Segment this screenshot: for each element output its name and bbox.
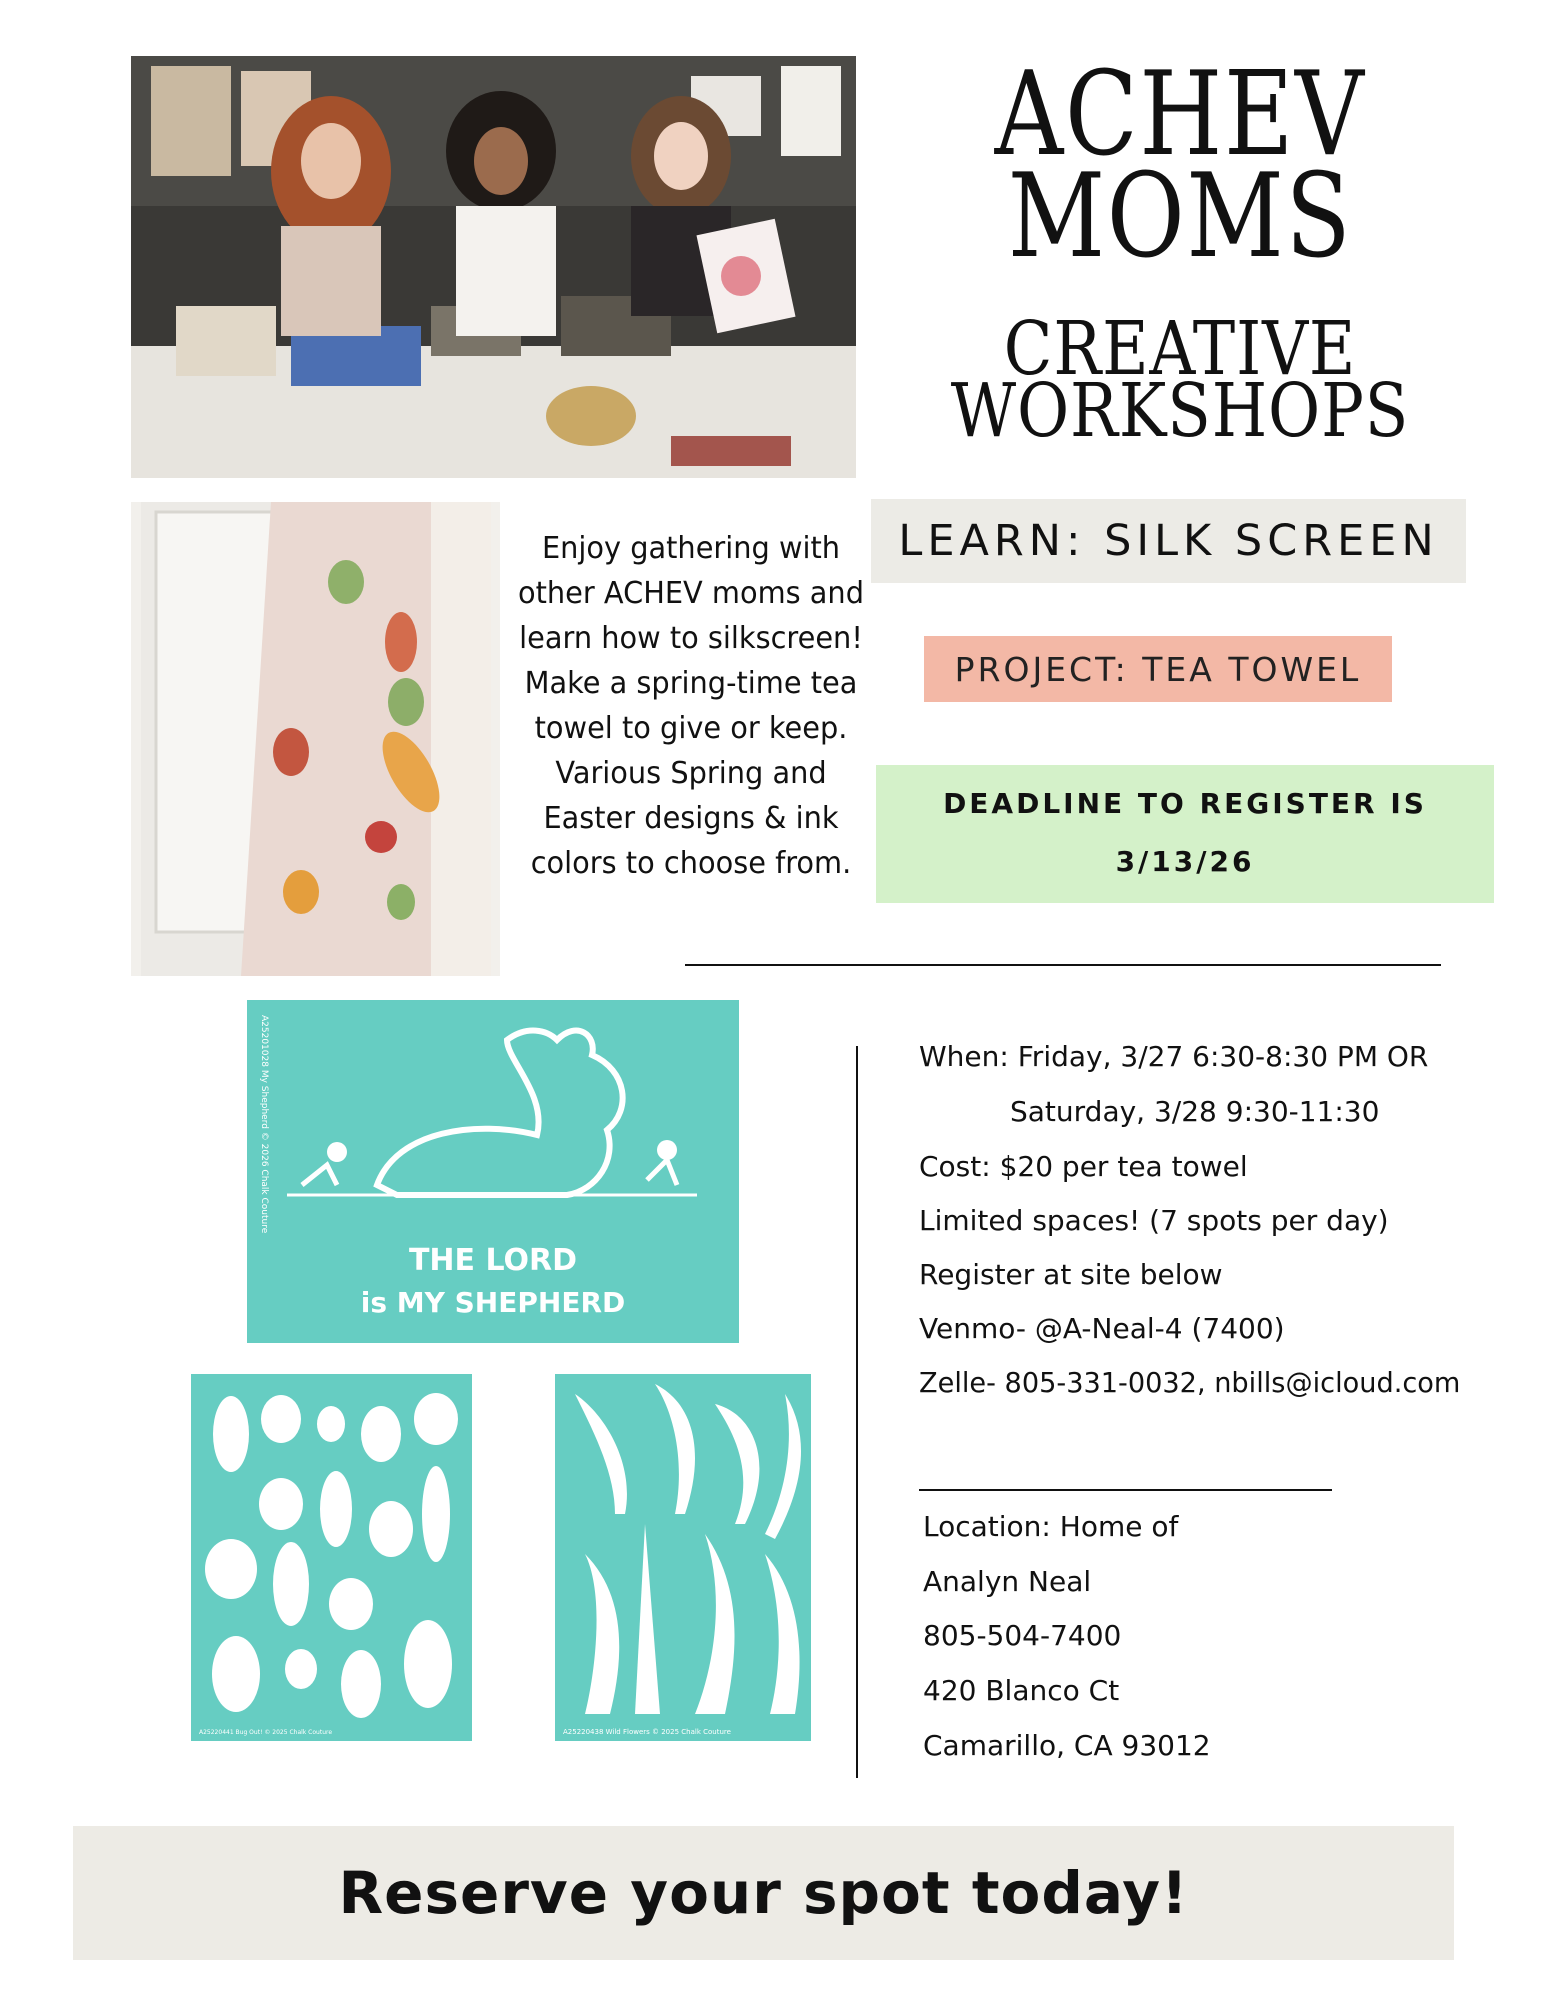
divider-location [919, 1489, 1332, 1491]
project-label-box [924, 636, 1392, 702]
lamb-stencil [247, 1000, 739, 1343]
when-text: When: Friday, 3/27 6:30-8:30 PM OR [919, 1040, 1429, 1073]
divider-top [685, 964, 1441, 966]
stencil-text-2: is MY SHEPHERD [360, 1286, 626, 1319]
deadline-date: 3/13/26 [1115, 845, 1255, 878]
title-line-1: ACHEV [994, 47, 1366, 182]
page-subtitle [939, 306, 1421, 454]
bugs-stencil [191, 1374, 472, 1741]
flowers-caption: A25220438 Wild Flowers © 2025 Chalk Couture [563, 1728, 731, 1736]
stencil-text-1: THE LORD [408, 1243, 578, 1278]
limited-text: Limited spaces! (7 spots per day) [919, 1204, 1389, 1237]
subtitle-line-2: WORKSHOPS [950, 368, 1410, 454]
workshop-description: Enjoy gathering with other ACHEV moms and learn how to silkscreen! Make a spring-time tea towel to give or keep. Various Spring and Easter designs & ink colors to choose from. [518, 531, 864, 881]
when-text-2: Saturday, 3/28 9:30-11:30 [1010, 1095, 1380, 1128]
bugs-caption: A25220441 Bug Out! © 2025 Chalk Couture [199, 1729, 333, 1736]
subtitle-line-1: CREATIVE [1003, 306, 1357, 392]
flowers-stencil [555, 1374, 811, 1741]
deadline-box [876, 765, 1494, 903]
learn-label-box [871, 499, 1466, 583]
zelle-text: Zelle- 805-331-0032, nbills@icloud.com [919, 1366, 1461, 1399]
city-address: Camarillo, CA 93012 [923, 1729, 1211, 1762]
host-phone: 805-504-7400 [923, 1619, 1122, 1652]
street-address: 420 Blanco Ct [923, 1674, 1120, 1707]
tea-towel-photo [131, 502, 500, 976]
title-line-2: MOMS [1007, 149, 1353, 284]
footer-banner [73, 1826, 1454, 1960]
register-text: Register at site below [919, 1258, 1223, 1291]
learn-label: LEARN: SILK SCREEN [898, 516, 1439, 566]
deadline-line-1: DEADLINE TO REGISTER IS [943, 787, 1427, 820]
divider-vertical [856, 1046, 858, 1778]
page-title [950, 47, 1409, 284]
lamb-caption: A25201028 My Shepherd © 2026 Chalk Couture [259, 1015, 269, 1234]
project-label: PROJECT: TEA TOWEL [954, 649, 1362, 689]
location-label: Location: Home of [923, 1510, 1179, 1543]
workshop-photo [131, 56, 856, 478]
footer-cta: Reserve your spot today! [338, 1859, 1189, 1927]
venmo-text: Venmo- @A-Neal-4 (7400) [919, 1312, 1285, 1345]
cost-text: Cost: $20 per tea towel [919, 1150, 1248, 1183]
host-name: Analyn Neal [923, 1565, 1092, 1598]
